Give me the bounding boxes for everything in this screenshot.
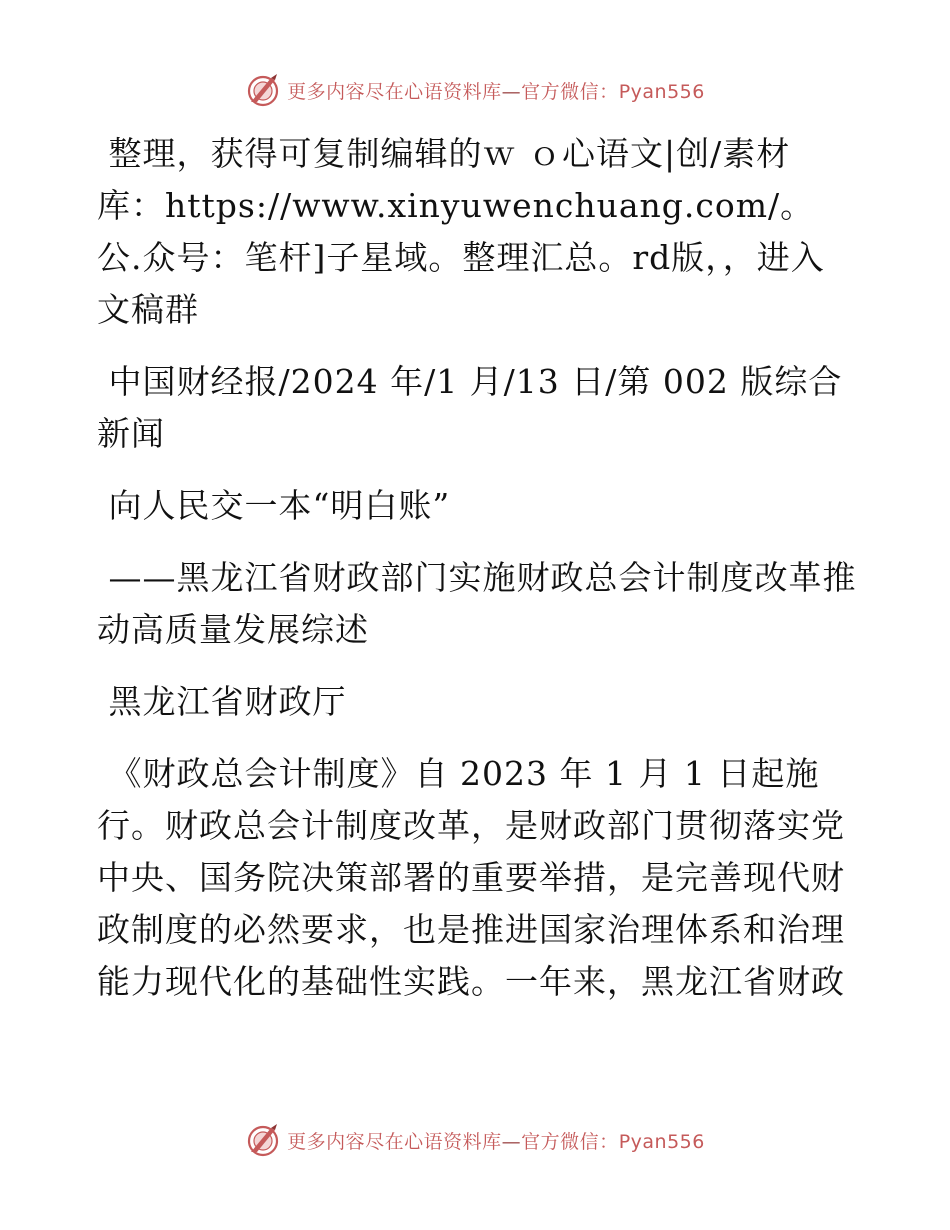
quill-logo-icon [245, 72, 281, 108]
watermark-separator: — [501, 80, 522, 103]
intro-notice-paragraph: 整理，获得可复制编辑的ｗ ｏ心语文|创/素材库：https://www.xinyuwenchuang.com/。公.众号：笔杆]子星域。整理汇总。rd版，，进入文稿群 [97, 134, 825, 329]
watermark-text [287, 1127, 705, 1154]
watermark-brand: 更多内容尽在心语资料库 [287, 1130, 502, 1153]
footer-watermark [0, 1118, 950, 1162]
watermark-separator: — [501, 1130, 522, 1153]
watermark-wechat-id: Pyan556 [618, 1130, 705, 1153]
quill-logo-icon [245, 1122, 281, 1158]
header-watermark [0, 68, 950, 112]
watermark-brand: 更多内容尽在心语资料库 [287, 80, 502, 103]
watermark-wechat-label: 官方微信： [521, 80, 619, 103]
article-title: 向人民交一本“明白账” [97, 486, 451, 525]
watermark-wechat-label: 官方微信： [521, 1130, 619, 1153]
body-paragraph: 《财政总会计制度》自 2023 年 1 月 1 日起施行。财政总会计制度改革，是财政部门贯彻落实党中央、国务院决策部署的重要举措，是完善现代财政制度的必然要求，也是推进国家治理体系和治理能力现代化的基础性实践。一年来，黑龙江省财政 [97, 754, 845, 1001]
article-subtitle: ——黑龙江省财政部门实施财政总会计制度改革推动高质量发展综述 [97, 558, 857, 649]
document-body [97, 128, 857, 1008]
watermark-group [245, 1122, 705, 1158]
source-line: 中国财经报/2024 年/1 月/13 日/第 002 版综合新闻 [97, 362, 843, 453]
watermark-text [287, 77, 705, 104]
watermark-wechat-id: Pyan556 [618, 80, 705, 103]
watermark-group [245, 72, 705, 108]
article-author: 黑龙江省财政厅 [97, 682, 347, 721]
